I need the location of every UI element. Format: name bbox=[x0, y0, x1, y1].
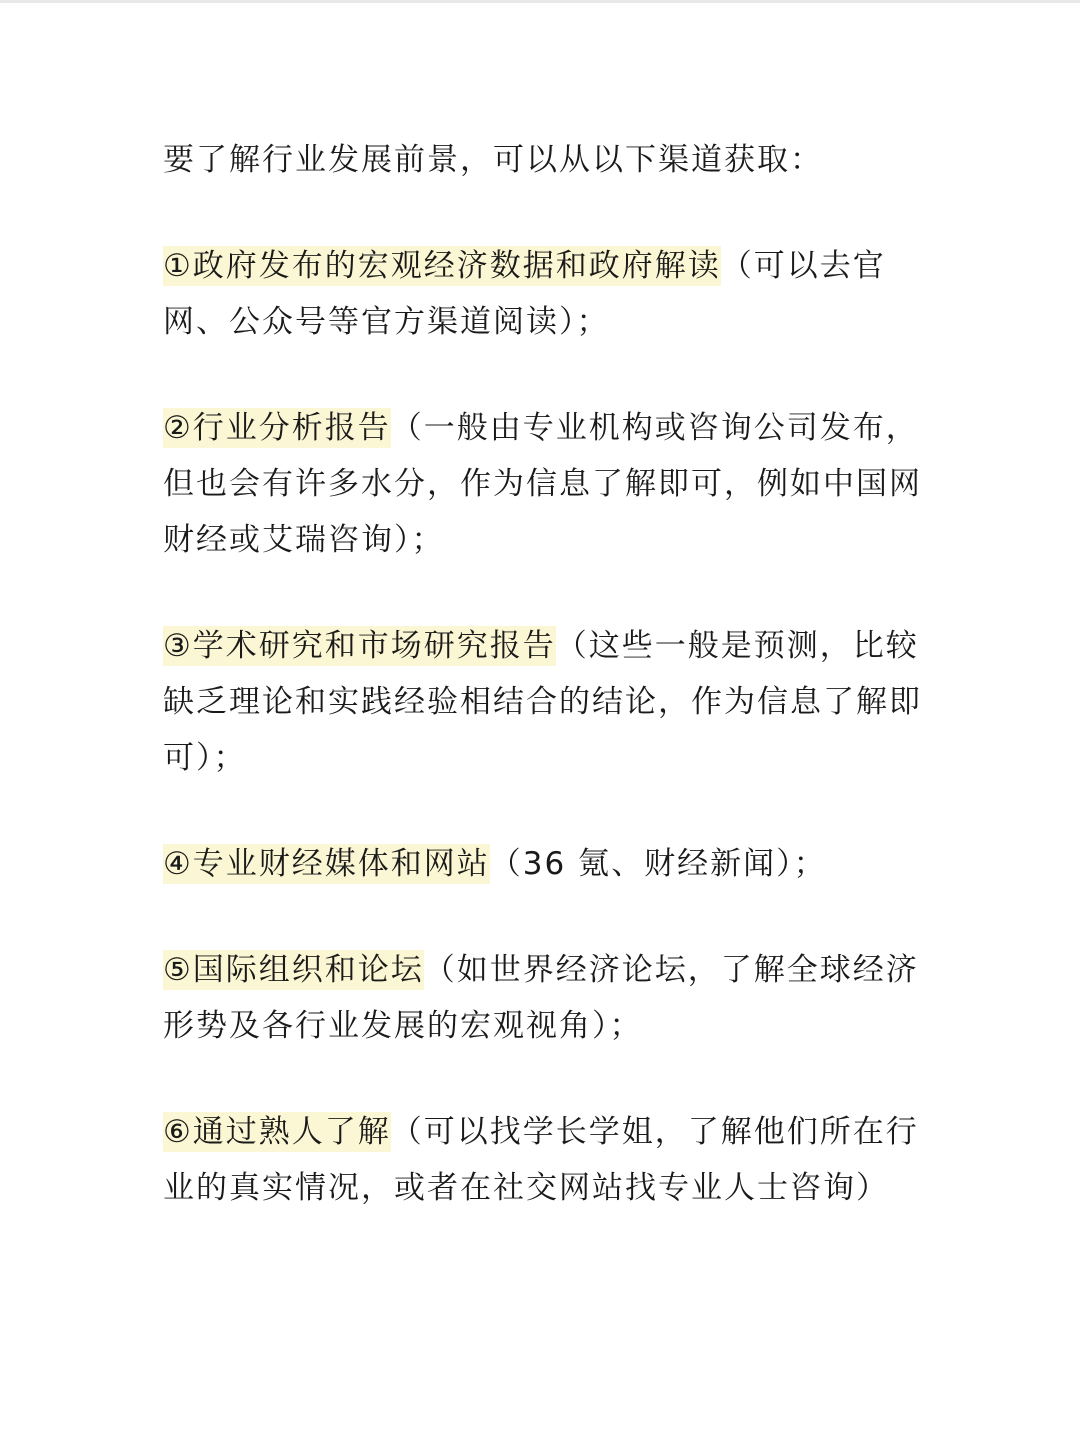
top-divider bbox=[0, 0, 1080, 3]
item-4-note: （36 氪、财经新闻）； bbox=[489, 846, 827, 882]
list-item-4 bbox=[163, 836, 943, 892]
item-4-highlight: ④专业财经媒体和网站 bbox=[163, 846, 490, 882]
item-2-note: （一般由专业机构或咨询公司发布，但也会有许多水分，作为信息了解即可，例如中国网财经或艾瑞咨询）； bbox=[163, 410, 922, 558]
item-3-highlight: ③学术研究和市场研究报告 bbox=[163, 628, 556, 664]
list-item-2 bbox=[163, 400, 943, 568]
item-1-note: （可以去官网、公众号等官方渠道阅读）； bbox=[163, 248, 886, 340]
item-5-highlight: ⑤国际组织和论坛 bbox=[163, 952, 424, 988]
list-item-5 bbox=[163, 942, 943, 1054]
list-item-1 bbox=[163, 238, 943, 350]
item-5-note: （如世界经济论坛，了解全球经济形势及各行业发展的宏观视角）； bbox=[163, 952, 919, 1044]
item-6-highlight: ⑥通过熟人了解 bbox=[163, 1114, 391, 1150]
intro-paragraph: 要了解行业发展前景，可以从以下渠道获取： bbox=[163, 142, 823, 178]
item-2-highlight: ②行业分析报告 bbox=[163, 410, 391, 446]
item-6-note: （可以找学长学姐，了解他们所在行业的真实情况，或者在社交网站找专业人士咨询） bbox=[163, 1114, 919, 1206]
item-1-highlight: ①政府发布的宏观经济数据和政府解读 bbox=[163, 248, 721, 284]
list-item-6 bbox=[163, 1104, 943, 1216]
list-item-3 bbox=[163, 618, 943, 786]
item-3-note: （这些一般是预测，比较缺乏理论和实践经验相结合的结论，作为信息了解即可）； bbox=[163, 628, 922, 776]
document-body bbox=[163, 132, 943, 1266]
